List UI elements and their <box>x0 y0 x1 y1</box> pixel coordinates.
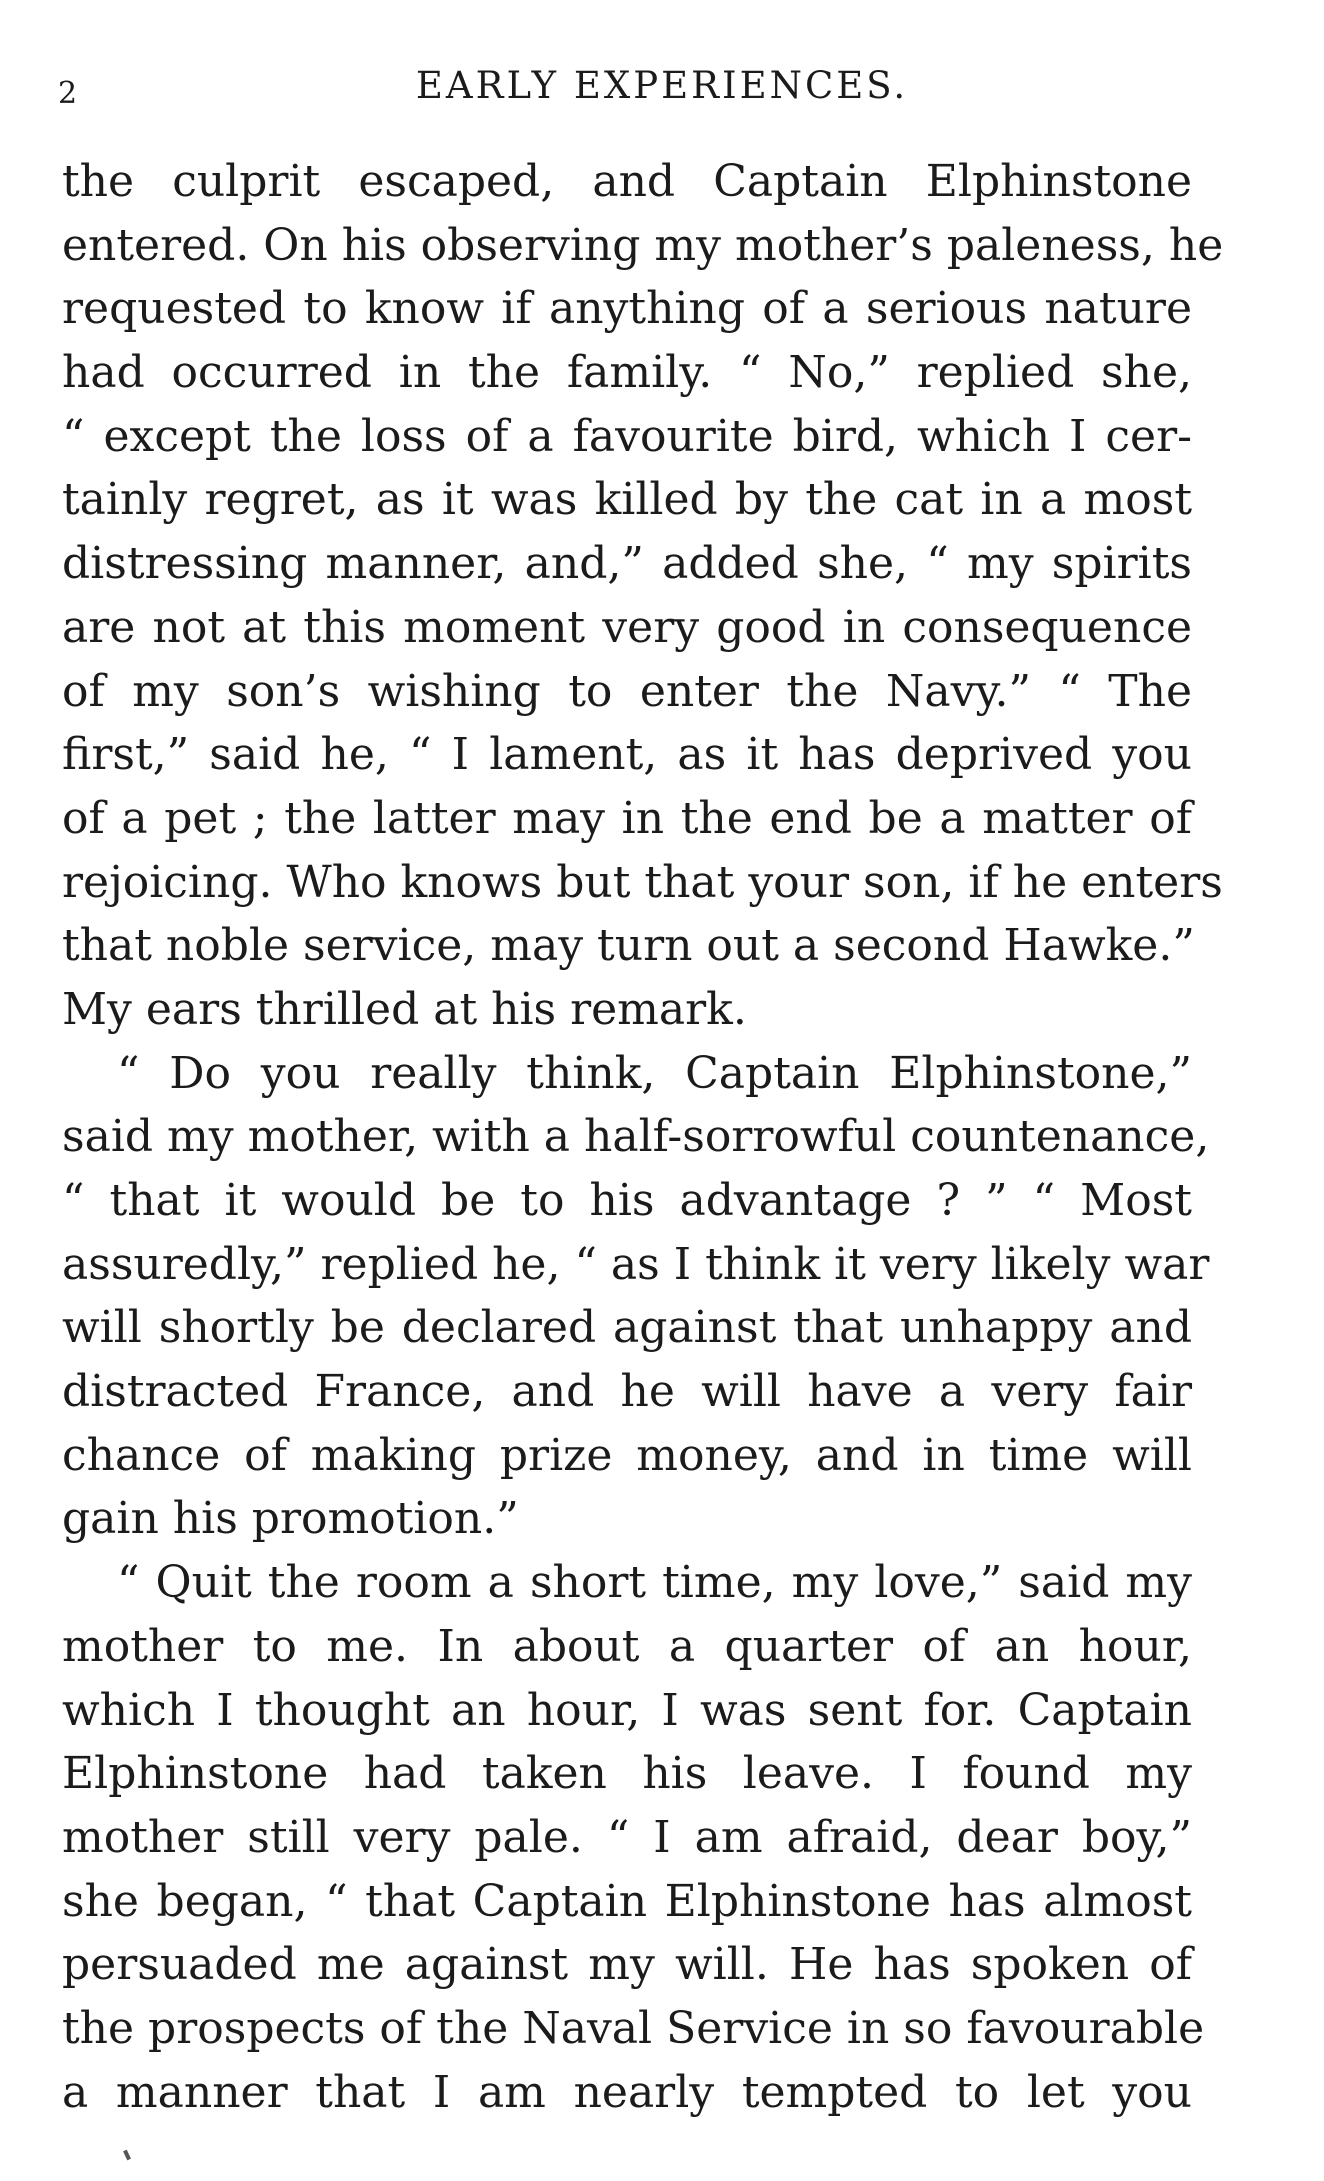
text-line: are not at this moment very good in consequence <box>62 601 1192 653</box>
text-line: rejoicing. Who knows but that your son, if he enters <box>62 856 1223 908</box>
body-text <box>62 150 1224 2124</box>
text-line: My ears thrilled at his remark. <box>62 983 747 1035</box>
text-line: entered. On his observing my mother’s paleness, he <box>62 219 1224 271</box>
text-line: Elphinstone had taken his leave. I found my <box>62 1748 1192 1800</box>
text-line: assuredly,” replied he, “ as I think it very likely war <box>62 1238 1210 1290</box>
text-line: distressing manner, and,” added she, “ my spirits <box>62 538 1192 590</box>
page-header <box>0 58 1324 118</box>
text-line: had occurred in the family. “ No,” replied she, <box>62 347 1192 399</box>
text-line: first,” said he, “ I lament, as it has deprived you <box>62 729 1192 781</box>
text-line: will shortly be declared against that unhappy and <box>62 1302 1192 1354</box>
text-line: that noble service, may turn out a second Hawke.” <box>62 920 1195 972</box>
text-line: the prospects of the Naval Service in so favourable <box>62 2002 1205 2054</box>
page-number: 2 <box>58 76 79 111</box>
text-line: “ Quit the room a short time, my love,” said my <box>117 1557 1192 1609</box>
text-line: mother still very pale. “ I am afraid, dear boy,” <box>62 1811 1192 1863</box>
text-line: which I thought an hour, I was sent for. Captain <box>62 1684 1192 1736</box>
text-line: “ Do you really think, Captain Elphinstone,” <box>117 1047 1192 1099</box>
text-line: she began, “ that Captain Elphinstone has almost <box>62 1875 1192 1927</box>
ink-speck <box>123 2150 131 2161</box>
text-line: “ except the loss of a favourite bird, which I cer- <box>62 410 1192 462</box>
running-head: EARLY EXPERIENCES. <box>415 64 909 107</box>
text-line: requested to know if anything of a serious nature <box>62 283 1192 335</box>
text-line: the culprit escaped, and Captain Elphinstone <box>62 156 1192 207</box>
text-line: tainly regret, as it was killed by the cat in a most <box>62 474 1192 526</box>
text-line: of my son’s wishing to enter the Navy.” “ The <box>62 665 1192 717</box>
text-line: a manner that I am nearly tempted to let you <box>62 2066 1192 2118</box>
text-line: mother to me. In about a quarter of an hour, <box>62 1620 1192 1672</box>
text-line: gain his promotion.” <box>62 1493 519 1545</box>
text-line: “ that it would be to his advantage ? ” “ Most <box>62 1175 1192 1226</box>
text-line: distracted France, and he will have a very fair <box>62 1366 1192 1418</box>
text-line: chance of making prize money, and in time will <box>62 1429 1192 1481</box>
text-line: of a pet ; the latter may in the end be a matter of <box>62 792 1192 844</box>
text-line: said my mother, with a half-sorrowful countenance, <box>62 1111 1210 1163</box>
text-line: persuaded me against my will. He has spoken of <box>62 1939 1192 1991</box>
